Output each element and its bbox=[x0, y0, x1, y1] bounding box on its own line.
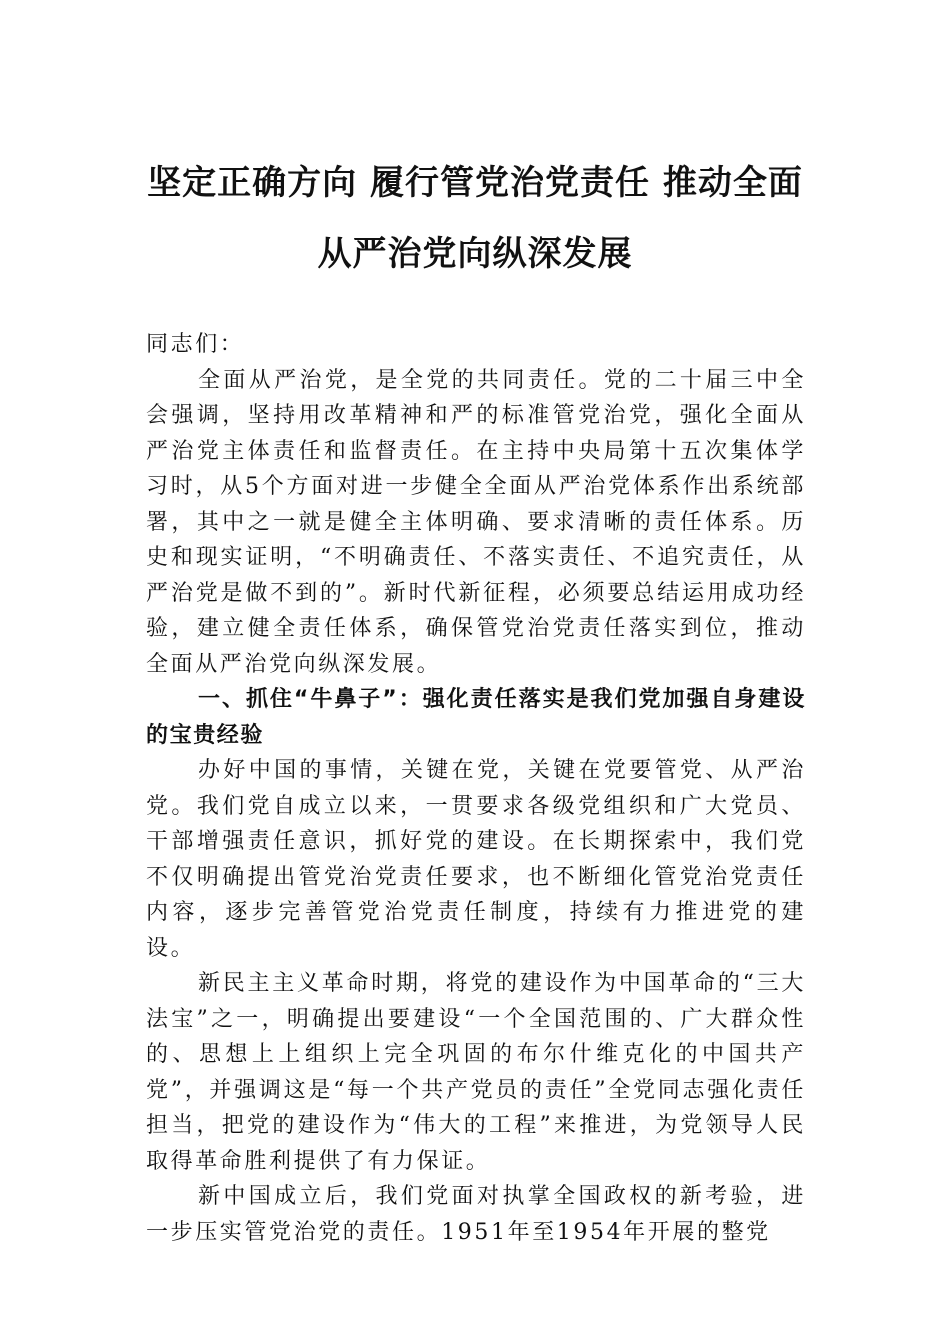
section-1-paragraph-1: 办好中国的事情，关键在党，关键在党要管党、从严治党。我们党自成立以来，一贯要求各级党组织和广大党员、干部增强责任意识，抓好党的建设。在长期探索中，我们党不仅明确提出管党治党责任要求，也不断细化管党治党责任内容，逐步完善管党治党责任制度，持续有力推进党的建设。 bbox=[146, 758, 806, 961]
document-title-line-2: 从严治党向纵深发展 bbox=[317, 234, 633, 274]
intro-paragraph: 全面从严治党，是全党的共同责任。党的二十届三中全会强调，坚持用改革精神和严的标准管党治党，强化全面从严治党主体责任和监督责任。在主持中央局第十五次集体学习时，从5个方面对进一步健全全面从严治党体系作出系统部署，其中之一就是健全主体明确、要求清晰的责任体系。历史和现实证明，“不明确责任、不落实责任、不追究责任，从严治党是做不到的”。新时代新征程，必须要总结运用成功经验，建立健全责任体系，确保管党治党责任落实到位，推动全面从严治党向纵深发展。 bbox=[146, 367, 806, 677]
salutation: 同志们： bbox=[146, 332, 245, 357]
section-1-paragraph-2: 新民主主义革命时期，将党的建设作为中国革命的“三大法宝”之一，明确提出要建设“一个全国范围的、广大群众性的、思想上上组织上完全巩固的布尔什维克化的中国共产党”，并强调这是“每一个共产党员的责任”全党同志强化责任担当，把党的建设作为“伟大的工程”来推进，为党领导人民取得革命胜利提供了有力保证。 bbox=[146, 971, 806, 1174]
document-body bbox=[146, 327, 806, 1250]
section-heading-1: 一、抓住“牛鼻子”：强化责任落实是我们党加强自身建设的宝贵经验 bbox=[146, 687, 806, 748]
document-title-line-1: 坚定正确方向 履行管党治党责任 推动全面 bbox=[147, 163, 803, 203]
section-1-paragraph-3: 新中国成立后，我们党面对执掌全国政权的新考验，进一步压实管党治党的责任。1951年至1954年开展的整党 bbox=[146, 1184, 806, 1245]
